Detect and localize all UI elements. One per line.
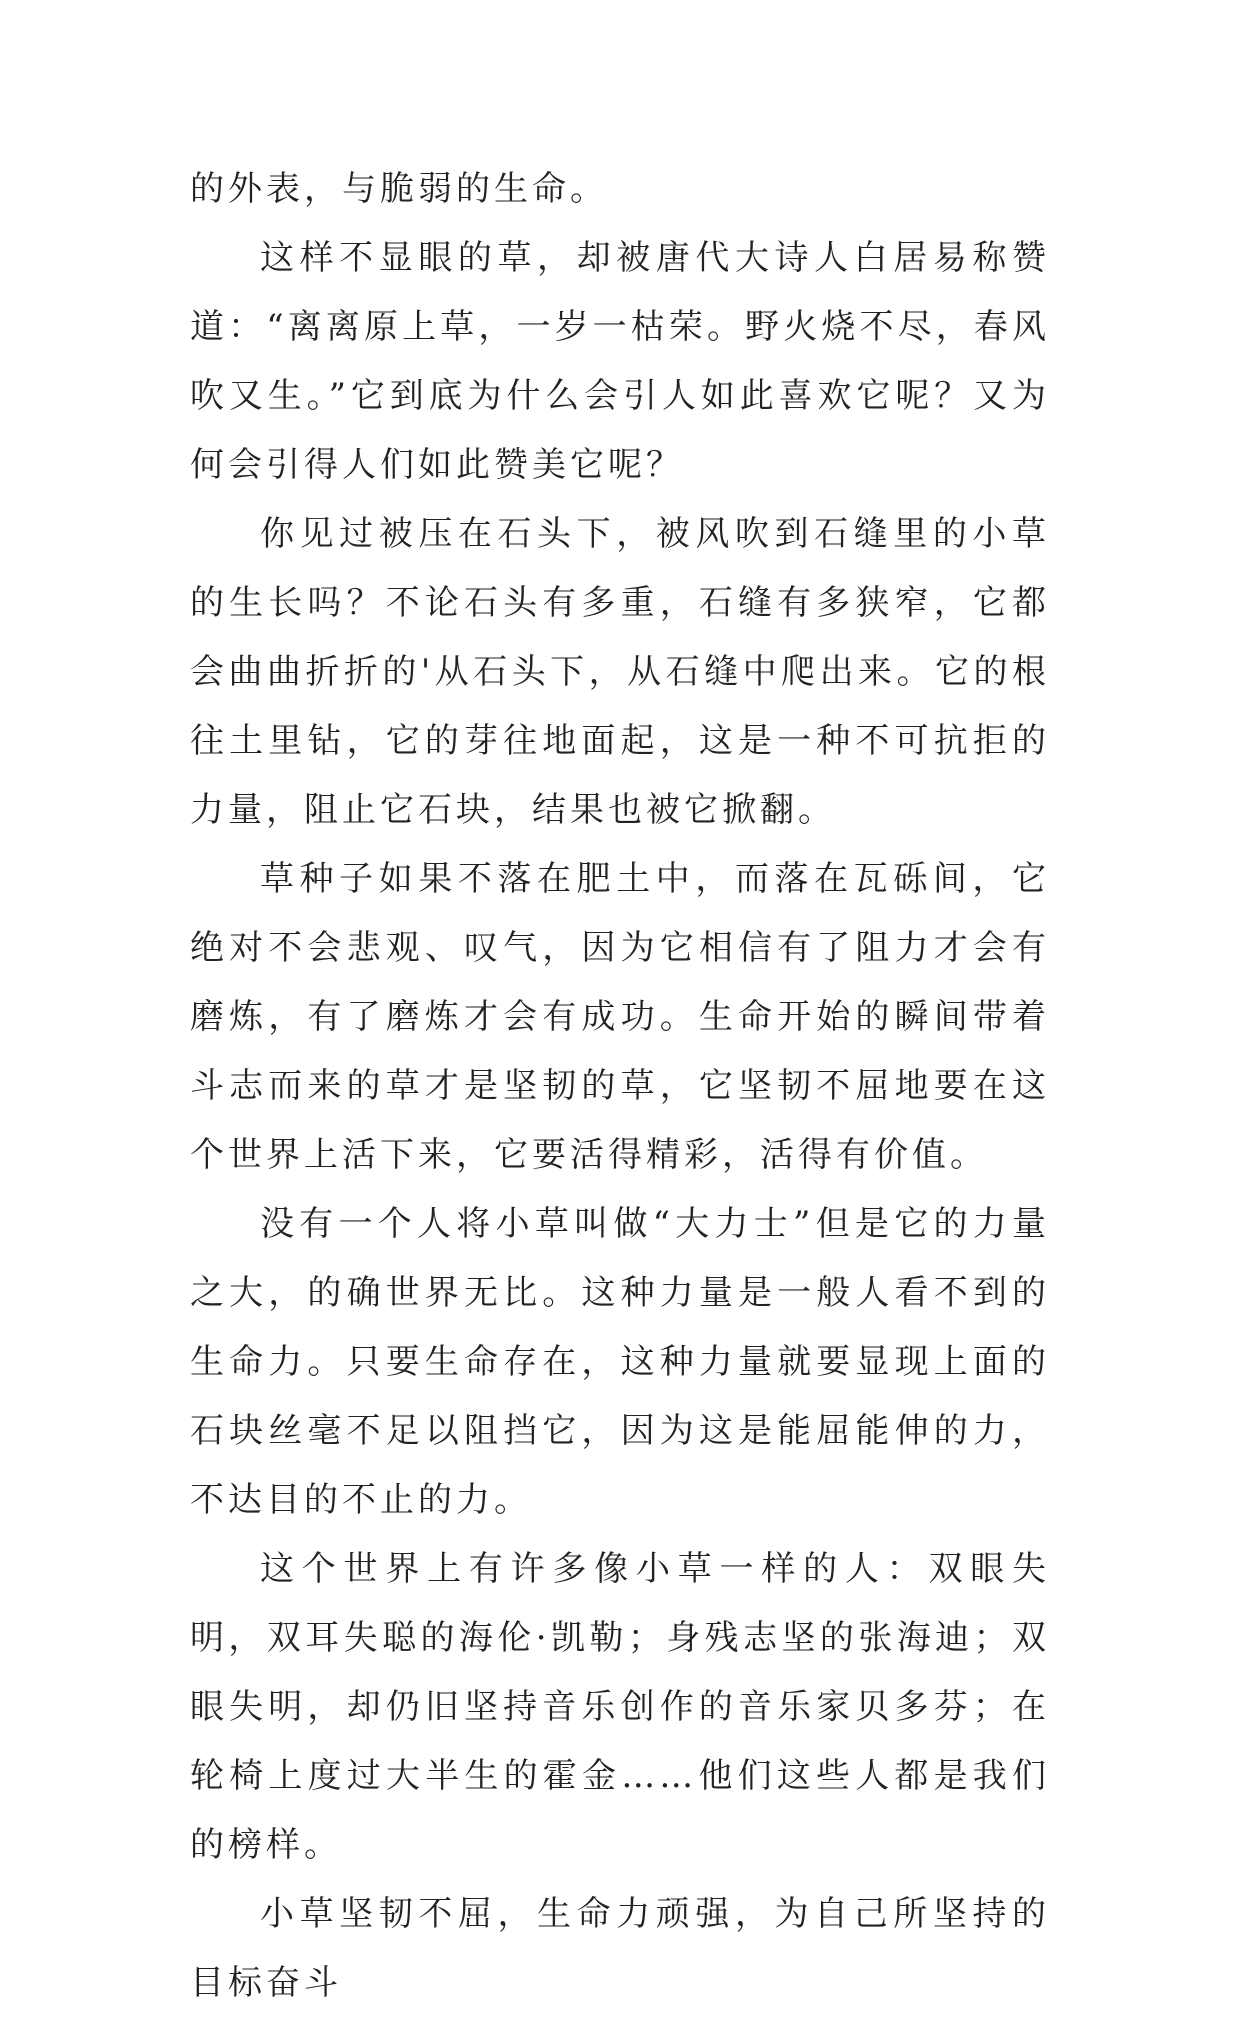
paragraph-1: 的外表，与脆弱的生命。 [190, 169, 608, 209]
paragraph-3: 你见过被压在石头下，被风吹到石缝里的小草的生长吗？不论石头有多重，石缝有多狭窄，它都会曲曲折折的'从石头下，从石缝中爬出来。它的根往土里钻，它的芽往地面起，这是一种不可抗拒的力量，阻止它石块，结果也被它掀翻。 [190, 514, 1050, 830]
paragraph-5: 没有一个人将小草叫做“大力士”但是它的力量之大，的确世界无比。这种力量是一般人看不到的生命力。只要生命存在，这种力量就要显现上面的石块丝毫不足以阻挡它，因为这是能屈能伸的力，不达目的不止的力。 [190, 1204, 1050, 1520]
paragraph-4: 草种子如果不落在肥土中，而落在瓦砾间，它绝对不会悲观、叹气，因为它相信有了阻力才会有磨炼，有了磨炼才会有成功。生命开始的瞬间带着斗志而来的草才是坚韧的草，它坚韧不屈地要在这个世界上活下来，它要活得精彩，活得有价值。 [190, 859, 1050, 1175]
paragraph-2: 这样不显眼的草，却被唐代大诗人白居易称赞道：“离离原上草，一岁一枯荣。野火烧不尽，春风吹又生。”它到底为什么会引人如此喜欢它呢？又为何会引得人们如此赞美它呢？ [190, 238, 1050, 485]
paragraph-7: 小草坚韧不屈，生命力顽强，为自己所坚持的目标奋斗 [190, 1894, 1050, 2003]
document-body [190, 155, 1050, 2018]
paragraph-6: 这个世界上有许多像小草一样的人：双眼失明，双耳失聪的海伦·凯勒；身残志坚的张海迪；双眼失明，却仍旧坚持音乐创作的音乐家贝多芬；在轮椅上度过大半生的霍金……他们这些人都是我们的榜样。 [190, 1549, 1050, 1865]
